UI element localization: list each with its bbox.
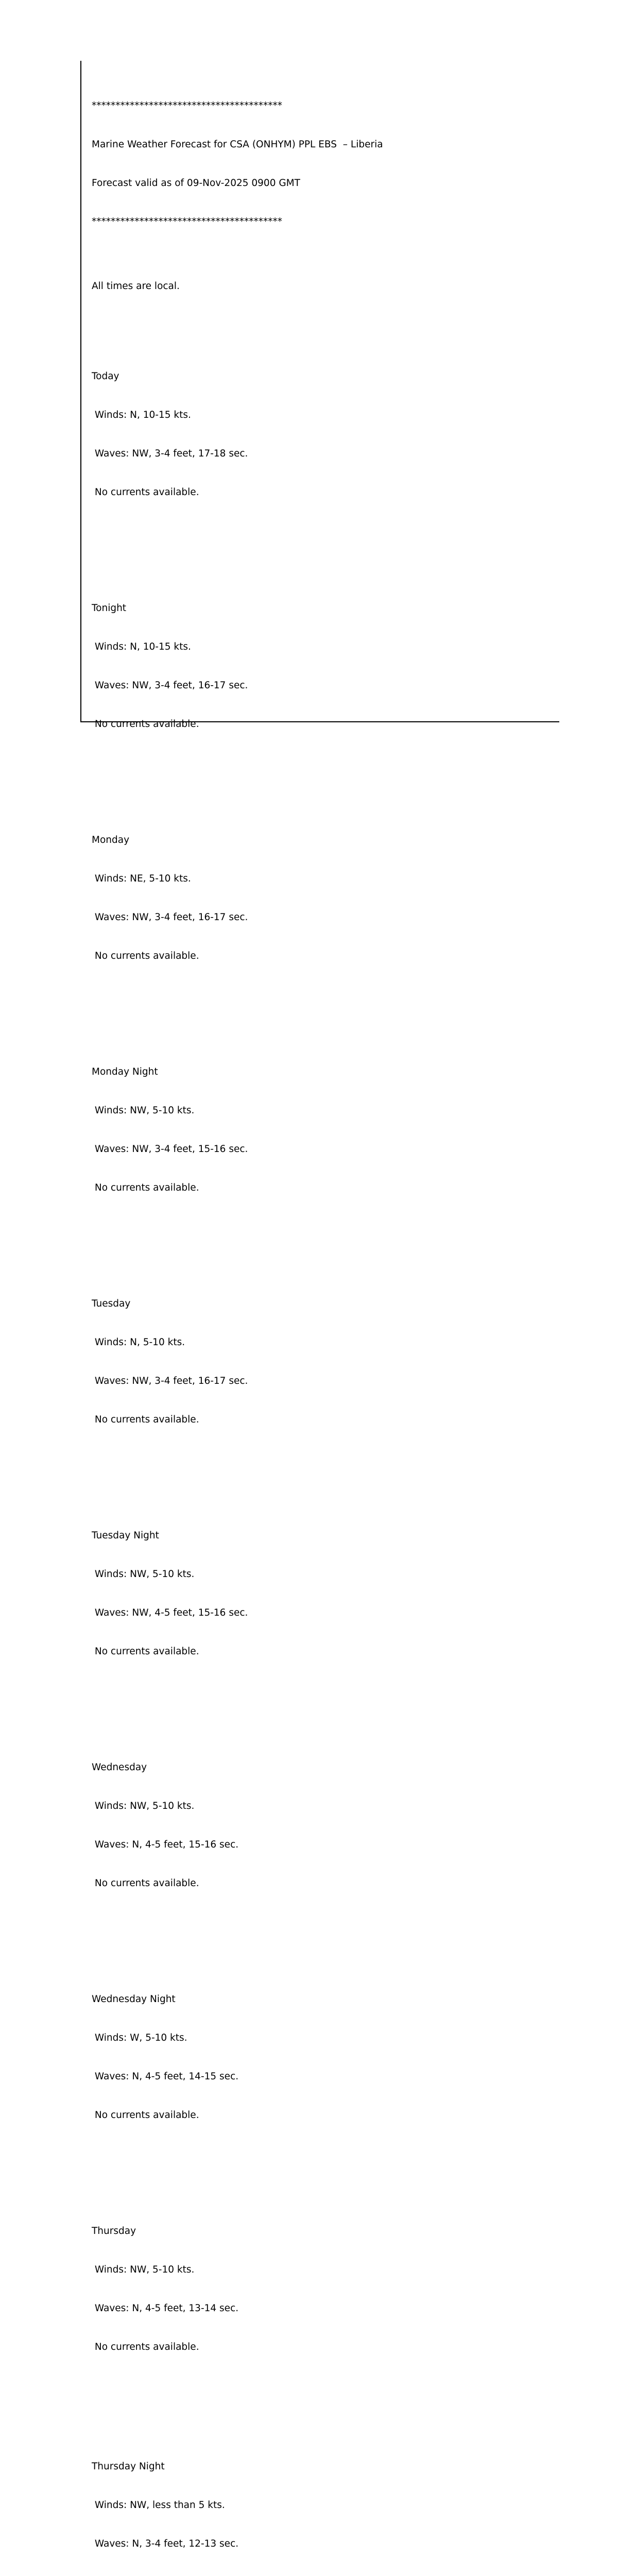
currents-line: No currents available. [92, 1414, 199, 1425]
forecast-section-wednesday-night [92, 1967, 383, 2147]
day-heading: Thursday Night [92, 2461, 165, 2472]
document-title: Marine Weather Forecast for CSA (ONHYM) PPL EBS – Liberia [92, 139, 383, 150]
winds-line: Winds: NE, 5-10 kts. [92, 873, 191, 884]
day-heading: Tuesday [92, 1298, 131, 1309]
forecast-section-monday-night [92, 1040, 383, 1220]
winds-line: Winds: N, 10-15 kts. [92, 641, 191, 652]
currents-line: No currents available. [92, 951, 199, 961]
winds-line: Winds: NW, 5-10 kts. [92, 1801, 195, 1811]
forecast-section-tuesday [92, 1272, 383, 1452]
currents-line: No currents available. [92, 1182, 199, 1193]
currents-line: No currents available. [92, 1646, 199, 1657]
winds-line: Winds: NW, less than 5 kts. [92, 2500, 225, 2511]
winds-line: Winds: N, 5-10 kts. [92, 1337, 185, 1348]
day-heading: Wednesday Night [92, 1994, 176, 2005]
winds-line: Winds: NW, 5-10 kts. [92, 1105, 195, 1116]
waves-line: Waves: N, 4-5 feet, 14-15 sec. [92, 2071, 239, 2082]
waves-line: Waves: NW, 4-5 feet, 15-16 sec. [92, 1607, 248, 1618]
day-heading: Wednesday [92, 1762, 147, 1773]
winds-line: Winds: W, 5-10 kts. [92, 2032, 187, 2043]
forecast-section-tuesday-night [92, 1503, 383, 1684]
currents-line: No currents available. [92, 487, 199, 498]
currents-line: No currents available. [92, 1878, 199, 1889]
separator-line: **************************************** [92, 100, 282, 111]
forecast-section-today [92, 344, 383, 524]
forecast-section-thursday [92, 2199, 383, 2379]
winds-line: Winds: N, 10-15 kts. [92, 410, 191, 420]
waves-line: Waves: N, 4-5 feet, 13-14 sec. [92, 2303, 239, 2314]
forecast-section-thursday-night [92, 2434, 383, 2576]
waves-line: Waves: NW, 3-4 feet, 16-17 sec. [92, 1376, 248, 1386]
forecast-section-wednesday [92, 1735, 383, 1916]
winds-line: Winds: NW, 5-10 kts. [92, 1569, 195, 1580]
day-heading: Thursday [92, 2226, 136, 2236]
day-heading: Tuesday Night [92, 1530, 159, 1541]
day-heading: Today [92, 371, 119, 382]
winds-line: Winds: NW, 5-10 kts. [92, 2264, 195, 2275]
validity-line: Forecast valid as of 09-Nov-2025 0900 GMT [92, 178, 300, 189]
currents-line: No currents available. [92, 719, 199, 730]
day-heading: Monday Night [92, 1066, 158, 1077]
forecast-section-tonight [92, 576, 383, 756]
waves-line: Waves: N, 4-5 feet, 15-16 sec. [92, 1839, 239, 1850]
note-line: All times are local. [92, 281, 180, 292]
text-frame-left-border [80, 61, 81, 722]
separator-line: **************************************** [92, 216, 282, 227]
currents-line: No currents available. [92, 2342, 199, 2352]
waves-line: Waves: NW, 3-4 feet, 15-16 sec. [92, 1144, 248, 1155]
day-heading: Tonight [92, 603, 127, 614]
forecast-section-monday [92, 808, 383, 988]
currents-line: No currents available. [92, 2110, 199, 2121]
day-heading: Monday [92, 835, 130, 845]
waves-line: Waves: NW, 3-4 feet, 16-17 sec. [92, 680, 248, 691]
page-text [92, 61, 383, 2576]
waves-line: Waves: N, 3-4 feet, 12-13 sec. [92, 2538, 239, 2549]
waves-line: Waves: NW, 3-4 feet, 17-18 sec. [92, 448, 248, 459]
waves-line: Waves: NW, 3-4 feet, 16-17 sec. [92, 912, 248, 923]
